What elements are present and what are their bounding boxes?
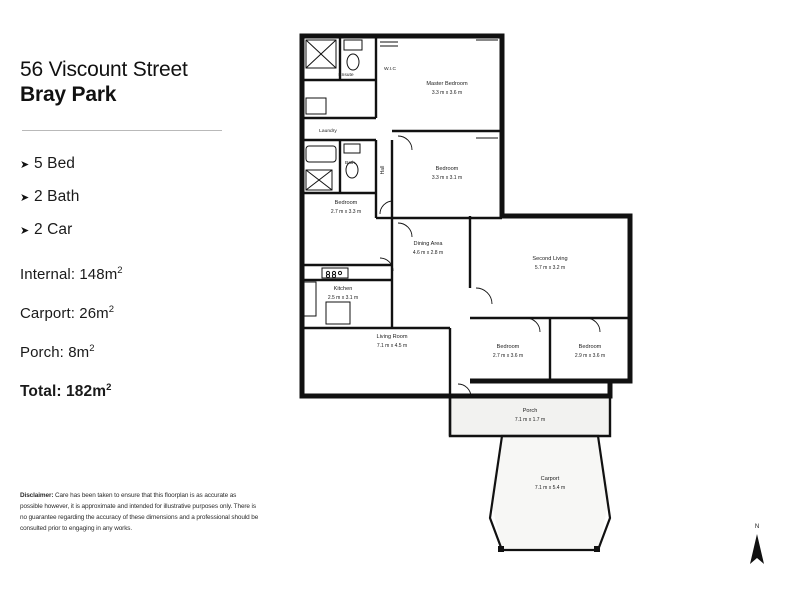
- room-label-carport: Carport: [540, 476, 560, 482]
- address-line-2: Bray Park: [20, 82, 117, 106]
- area-row-carport: [20, 304, 270, 322]
- compass-needle-icon: [750, 534, 764, 564]
- room-label-kitchen: Kitchen: [333, 286, 353, 292]
- feature-row-car: [20, 221, 270, 239]
- room-label-ensuite: Ensute: [338, 73, 354, 78]
- room-label-master-bedroom: Master Bedroom: [426, 81, 468, 87]
- room-label-porch: Porch: [522, 408, 538, 414]
- room-dim-bedroom-5: 2.9 m x 3.6 m: [574, 353, 606, 359]
- room-label-bedroom-4: Bedroom: [496, 344, 520, 350]
- area-row-internal: [20, 265, 270, 283]
- room-dim-porch: 7.1 m x 1.7 m: [514, 417, 546, 423]
- room-label-bedroom-5: Bedroom: [578, 344, 602, 350]
- disclaimer-text: Care has been taken to ensure that this floorplan is as accurate as possible however, it is approximate and intended for illustrative purposes only. There is no guarantee regarding the accuracy of these dimensions and a professional should be consulted prior to engaging in any works.: [20, 492, 259, 533]
- feature-label-bed: 5 Bed: [34, 154, 76, 172]
- feature-label-car: 2 Car: [34, 220, 73, 238]
- area-summary: [20, 265, 270, 401]
- area-sup-internal: 2: [117, 264, 123, 276]
- room-dim-carport: 7.1 m x 5.4 m: [534, 485, 566, 491]
- feature-row-bath: [20, 188, 270, 206]
- arrow-bullet-icon: ➤: [20, 158, 30, 171]
- area-sup-carport: 2: [108, 303, 115, 315]
- room-dim-second-living: 5.7 m x 3.2 m: [534, 265, 566, 271]
- area-label-total: Total: 182m: [20, 382, 107, 400]
- property-address: [20, 58, 270, 108]
- room-label-wic: W.I.C: [384, 67, 396, 72]
- room-label-bedroom-2: Bedroom: [435, 166, 459, 172]
- divider: [22, 130, 222, 131]
- room-label-bedroom-3: Bedroom: [334, 200, 358, 206]
- room-dim-bedroom-3: 2.7 m x 3.3 m: [330, 209, 362, 215]
- feature-label-bath: 2 Bath: [34, 187, 80, 205]
- room-label-bath: Bath: [344, 161, 356, 166]
- room-fills: [302, 36, 630, 550]
- floorplan-diagram: [280, 18, 790, 583]
- room-dim-bedroom-2: 3.3 m x 3.1 m: [431, 175, 463, 181]
- area-row-total: [20, 382, 270, 401]
- area-sup-total: 2: [106, 381, 112, 393]
- feature-row-bed: [20, 155, 270, 173]
- area-label-porch: Porch: 8m: [20, 343, 90, 361]
- room-dim-living-room: 7.1 m x 4.5 m: [376, 343, 408, 349]
- disclaimer: [20, 490, 260, 534]
- compass-north-label: N: [754, 524, 760, 530]
- address-line-1: 56 Viscount Street: [20, 58, 188, 81]
- room-label-second-living: Second Living: [532, 256, 568, 262]
- area-sup-porch: 2: [89, 342, 95, 354]
- area-label-carport: Carport: 26m: [20, 304, 109, 322]
- compass-rose: [750, 524, 764, 564]
- floorplan-svg: [280, 18, 790, 583]
- room-dim-bedroom-4: 2.7 m x 3.6 m: [492, 353, 524, 359]
- disclaimer-title: Disclaimer:: [20, 492, 54, 499]
- area-row-porch: [20, 343, 270, 361]
- room-label-hall: Hall: [380, 165, 386, 175]
- arrow-bullet-icon: ➤: [20, 224, 30, 237]
- feature-list: [20, 155, 270, 239]
- room-label-living-room: Living Room: [376, 334, 408, 340]
- room-dim-master-bedroom: 3.3 m x 3.6 m: [431, 90, 463, 96]
- room-label-dining-area: Dining Area: [413, 241, 443, 247]
- area-label-internal: Internal: 148m: [20, 265, 118, 283]
- listing-info-panel: [20, 58, 270, 422]
- room-dim-dining-area: 4.6 m x 2.8 m: [412, 250, 444, 256]
- room-dim-kitchen: 2.5 m x 3.1 m: [327, 295, 359, 301]
- room-label-laundry: Laundry: [319, 129, 337, 134]
- arrow-bullet-icon: ➤: [20, 191, 30, 204]
